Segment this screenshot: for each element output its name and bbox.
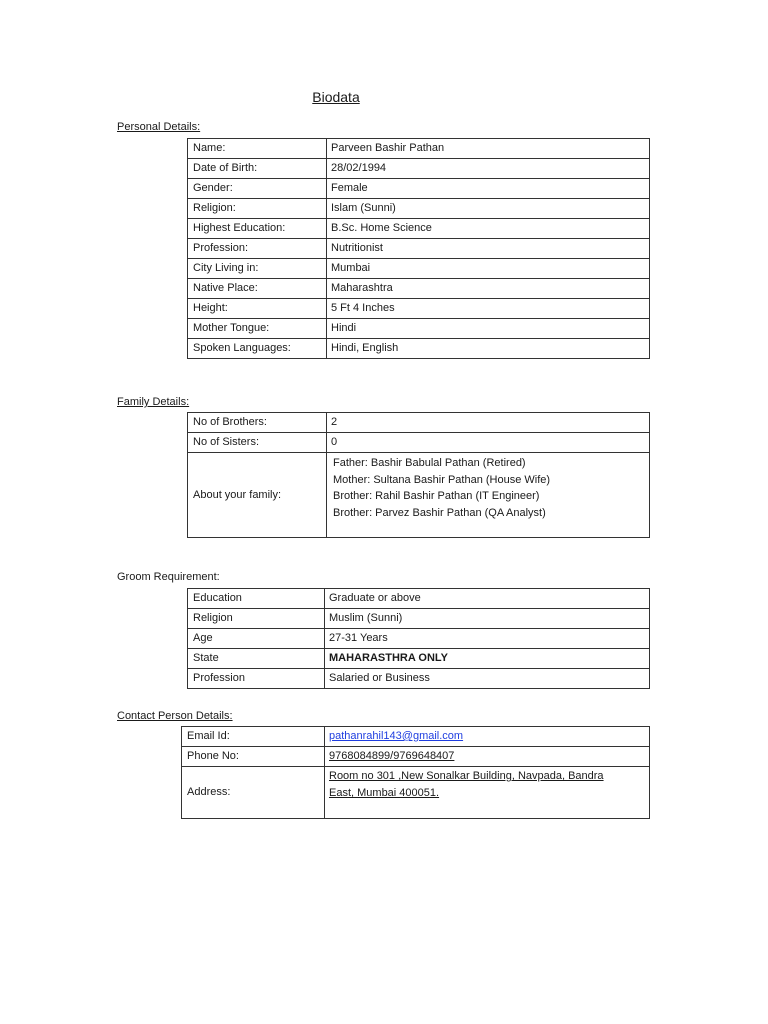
contact-details-heading: Contact Person Details: [117,710,233,722]
table-row [182,727,650,747]
table-row [188,339,650,359]
table-row [188,669,650,689]
email-label: Email Id: [182,727,325,747]
family-line: Father: Bashir Babulal Pathan (Retired) [333,457,526,469]
row-label: State [188,649,325,669]
row-label: City Living in: [188,259,327,279]
row-value: B.Sc. Home Science [327,219,650,239]
row-label: No of Sisters: [188,433,327,453]
row-value: Graduate or above [325,589,650,609]
contact-details-table [181,726,650,819]
row-label: Name: [188,139,327,159]
row-value: Nutritionist [327,239,650,259]
row-value: 28/02/1994 [327,159,650,179]
table-row [188,589,650,609]
row-value: Hindi [327,319,650,339]
table-row [188,259,650,279]
table-row [188,179,650,199]
row-label: Religion: [188,199,327,219]
row-label: Date of Birth: [188,159,327,179]
family-line: Mother: Sultana Bashir Pathan (House Wife) [333,473,551,486]
row-label: Profession: [188,239,327,259]
row-label: Gender: [188,179,327,199]
table-row [188,299,650,319]
row-value: Maharashtra [327,279,650,299]
groom-requirement-heading: Groom Requirement: [117,571,220,583]
row-label: Mother Tongue: [188,319,327,339]
phone-value [325,747,650,767]
address-label: Address: [182,767,325,819]
table-row [188,609,650,629]
table-row [182,767,650,819]
row-value: 27-31 Years [325,629,650,649]
table-row [188,629,650,649]
row-value: 2 [327,413,650,433]
email-value[interactable] [325,727,650,747]
personal-details-heading: Personal Details: [117,121,201,133]
family-details-heading: Family Details: [117,396,190,408]
table-row [182,747,650,767]
table-row [188,199,650,219]
row-label: Age [188,629,325,649]
table-row [188,219,650,239]
row-value: Mumbai [327,259,650,279]
table-row [188,279,650,299]
address-line: East, Mumbai 400051. [329,787,440,799]
family-line: Brother: Rahil Bashir Pathan (IT Engineer) [333,490,540,502]
phone-number: 9768084899/9769648407 [329,750,455,762]
address-value [325,767,650,819]
table-row [188,453,650,538]
table-row [188,239,650,259]
email-link[interactable]: pathanrahil143@gmail.com [329,730,464,742]
row-value: Salaried or Business [325,669,650,689]
personal-details-table [187,138,650,359]
table-row [188,319,650,339]
family-details-table [187,412,650,538]
phone-label: Phone No: [182,747,325,767]
row-value: Muslim (Sunni) [325,609,650,629]
row-value: MAHARASTHRA ONLY [325,649,650,669]
row-label: Spoken Languages: [188,339,327,359]
row-value: 0 [327,433,650,453]
table-row [188,433,650,453]
row-label: Height: [188,299,327,319]
row-label: Profession [188,669,325,689]
row-label: Native Place: [188,279,327,299]
table-row [188,139,650,159]
groom-requirement-table [187,588,650,689]
row-label: Highest Education: [188,219,327,239]
row-value: 5 Ft 4 Inches [327,299,650,319]
about-family-value [327,453,650,538]
row-label: Education [188,589,325,609]
table-row [188,159,650,179]
row-label: Religion [188,609,325,629]
address-line: Room no 301 ,New Sonalkar Building, Navpada, Bandra [329,770,604,782]
row-value: Parveen Bashir Pathan [327,139,650,159]
about-family-label: About your family: [188,453,327,538]
row-value: Islam (Sunni) [327,199,650,219]
row-value: Female [327,179,650,199]
row-value: Hindi, English [327,339,650,359]
family-line: Brother: Parvez Bashir Pathan (QA Analyst) [333,506,546,519]
table-row [188,649,650,669]
row-label: No of Brothers: [188,413,327,433]
page-title: Biodata [312,89,360,105]
table-row [188,413,650,433]
